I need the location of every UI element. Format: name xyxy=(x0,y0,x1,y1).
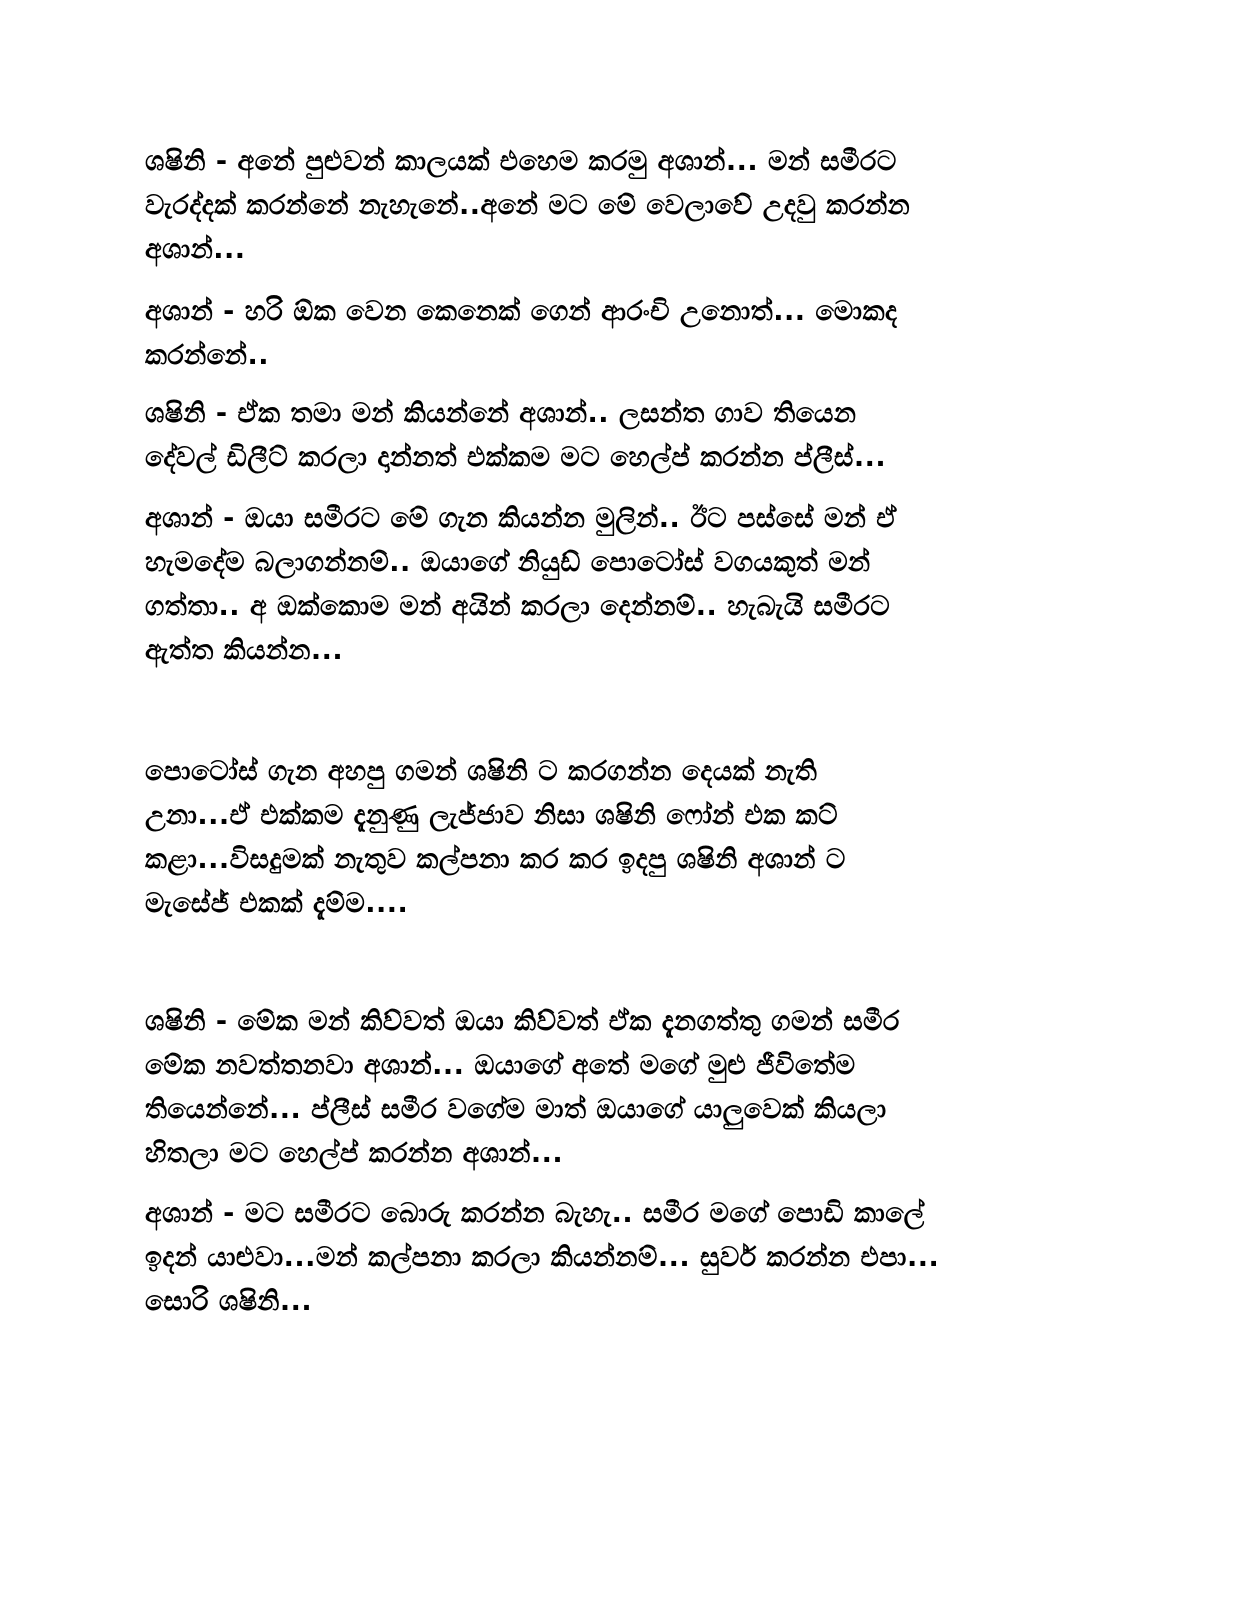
text-line: ගත්තා.. අ ඔක්කොම මන් අයින් කරලා දෙන්නම්.. හැබැයි සමීරට xyxy=(145,591,891,622)
text-line: ශෂිනි - අනේ පුළුවන් කාලයක් එහෙම කරමු අශාන්... මන් සමීරට xyxy=(145,146,897,177)
paragraph-shashini-1 xyxy=(145,140,1085,272)
paragraph-shashini-3 xyxy=(145,1000,1085,1176)
text-line: මැසේජ් එකක් දැම්ම.... xyxy=(145,888,409,919)
text-line: උනා...ඒ එක්කම දැනුණු ලැජ්ජාව නිසා ශෂිනි ෆෝන් එක කට් xyxy=(145,800,839,831)
text-line: ශෂිනි - මේක මන් කිව්වත් ඔයා කිව්වත් ඒක දැනගත්තු ගමන් සමීර xyxy=(145,1006,900,1037)
text-line: ඉදන් යාළුවා...මන් කල්පනා කරලා කියන්නම්... සුවර් කරන්න එපා... xyxy=(145,1242,940,1273)
text-line: අශාන් - ඔයා සමීරට මේ ගැන කියන්න මුලින්.. ඊට පස්සේ මන් ඒ xyxy=(145,503,897,534)
paragraph-ashan-1 xyxy=(145,290,1085,378)
text-line: ශෂිනි - ඒක තමා මන් කියන්නේ අශාන්.. ලසන්ත ගාව තියෙන xyxy=(145,398,857,429)
text-line: ඇත්ත කියන්න... xyxy=(145,635,344,666)
text-line: හැමදේම බලාගන්නම්.. ඔයාගේ නියුඩ් පොටෝස් වගයකුත් මන් xyxy=(145,547,871,578)
text-line: දේවල් ඩිලීට් කරලා දාන්නත් එක්කම මට හෙල්ප් කරන්න ප්ලීස්... xyxy=(145,442,887,473)
paragraph-ashan-3 xyxy=(145,1192,1085,1324)
paragraph-narration xyxy=(145,750,1085,926)
text-line: සොරි ශෂිනි... xyxy=(145,1286,313,1317)
text-line: කළා...විසදුමක් නැතුව කල්පනා කර කර ඉදපු ශෂිනි අශාන් ට xyxy=(145,844,846,875)
paragraph-shashini-2 xyxy=(145,392,1085,480)
text-line: තියෙන්නේ... ප්ලීස් සමීර වගේම මාත් ඔයාගේ යාලුවෙක් කියලා xyxy=(145,1094,887,1125)
text-line: පොටෝස් ගැන අහපු ගමන් ශෂිනි ට කරගන්න දෙයක් නැති xyxy=(145,756,818,787)
text-line: වැරද්දක් කරන්නේ නැහැනේ..අනේ මට මේ වෙලාවේ උදවු කරන්න xyxy=(145,190,911,221)
text-line: අශාන් - හරි ඕක වෙන කෙනෙක් ගෙන් ආරංචි උනොත්... මොකද xyxy=(145,296,898,327)
text-line: මේක නවත්තනවා අශාන්... ඔයාගේ අතේ මගේ මුළු ජීවිතේම xyxy=(145,1050,856,1081)
text-line: අශාන්... xyxy=(145,234,246,265)
text-line: හිතලා මට හෙල්ප් කරන්න අශාන්... xyxy=(145,1138,564,1169)
paragraph-ashan-2 xyxy=(145,497,1085,673)
text-line: අශාන් - මට සමීරට බොරු කරන්න බැහැ.. සමීර මගේ පොඩි කාලේ xyxy=(145,1198,925,1229)
text-line: කරන්නේ.. xyxy=(145,340,269,371)
